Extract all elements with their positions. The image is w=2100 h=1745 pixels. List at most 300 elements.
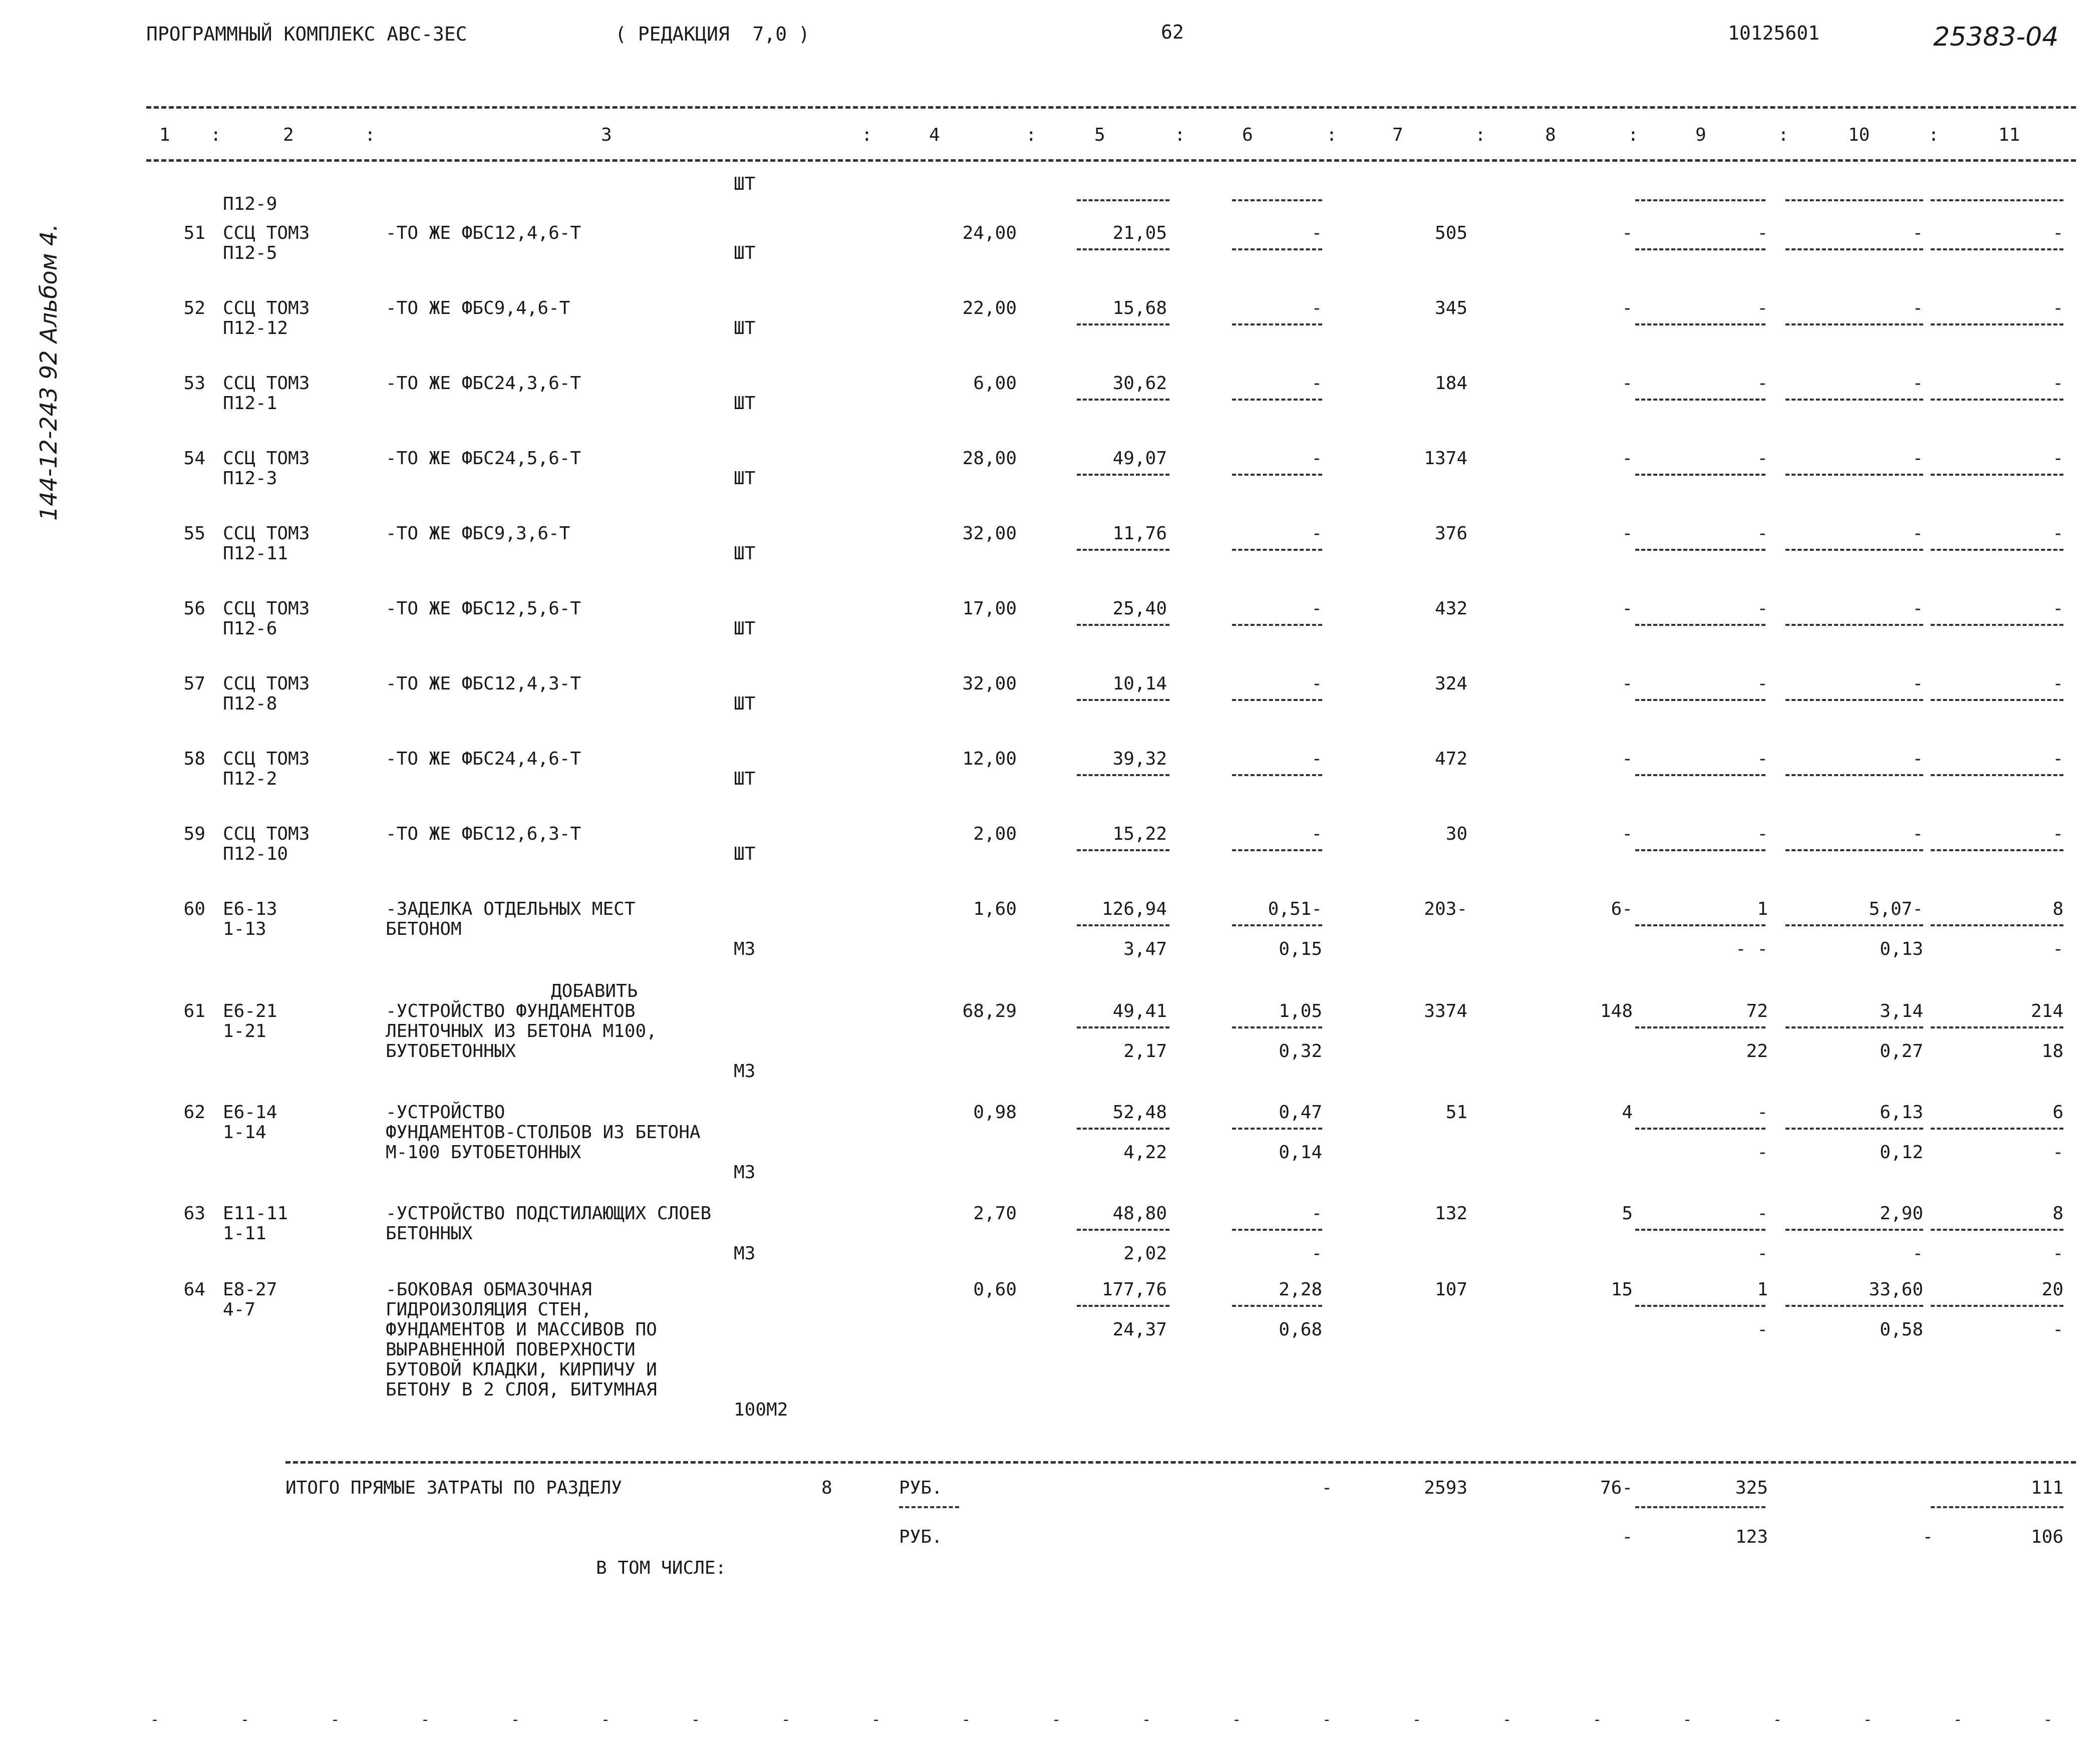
row-c5-sub: 2,02 <box>1123 1243 1167 1264</box>
row-c7: 51 <box>1445 1102 1467 1123</box>
column-header-8: 8 <box>1545 125 1556 145</box>
row-c11: 214 <box>2030 1001 2063 1021</box>
row-fraction-rule <box>1931 323 2063 325</box>
side-album-note: 144-12-243 92 Альбом 4. <box>35 224 62 521</box>
row-fraction-rule <box>1931 849 2063 851</box>
row-fraction-rule <box>1931 199 2063 201</box>
row-unit: М3 <box>734 1061 756 1082</box>
row-fraction-rule <box>1785 1229 1923 1231</box>
row-c8: - <box>1622 223 1633 243</box>
row-fraction-rule <box>1635 199 1765 201</box>
row-c11-sub: 18 <box>2041 1041 2063 1062</box>
row-c10: 3,14 <box>1880 1001 1923 1021</box>
row-c5: 48,80 <box>1112 1203 1167 1224</box>
row-c8: - <box>1622 523 1633 544</box>
column-header-3: 3 <box>601 125 612 145</box>
row-description: ФУНДАМЕНТОВ-СТОЛБОВ ИЗ БЕТОНА <box>386 1122 701 1143</box>
column-separator: : <box>1628 125 1639 145</box>
row-fraction-rule <box>1077 549 1169 551</box>
row-code: ССЦ ТОМ3 <box>223 298 310 318</box>
row-c10: - <box>1912 824 1923 844</box>
row-c11: - <box>2052 598 2063 619</box>
bottom-tick: - <box>1142 1711 1151 1728</box>
row-number: 57 <box>183 673 205 694</box>
row-c5: 52,48 <box>1112 1102 1167 1123</box>
row-c11: 8 <box>2052 1203 2063 1224</box>
row-c6: - <box>1311 223 1322 243</box>
document-code: 10125601 <box>1728 22 1820 44</box>
row-fraction-rule <box>1785 849 1923 851</box>
row-c11-sub: - <box>2052 1142 2063 1163</box>
row-fraction-rule <box>1077 323 1169 325</box>
row-code: ССЦ ТОМ3 <box>223 598 310 619</box>
row-code: Е8-27 <box>223 1279 277 1300</box>
totals-c9: 325 <box>1735 1478 1768 1498</box>
bottom-tick: - <box>331 1711 340 1728</box>
row-c11: 8 <box>2052 899 2063 919</box>
bottom-tick: - <box>1503 1711 1512 1728</box>
row-code-2: 1-14 <box>223 1122 266 1143</box>
row-fraction-rule <box>1077 774 1169 776</box>
row-code-2: 1-21 <box>223 1021 266 1041</box>
row-number: 55 <box>183 523 205 544</box>
row-code: ССЦ ТОМ3 <box>223 673 310 694</box>
row-description: -ЗАДЕЛКА ОТДЕЛЬНЫХ МЕСТ <box>386 899 636 919</box>
row-c11: - <box>2052 298 2063 318</box>
column-separator: : <box>1174 125 1185 145</box>
row-number: 59 <box>183 824 205 844</box>
row-c5: 126,94 <box>1101 899 1167 919</box>
bottom-tick: - <box>511 1711 520 1728</box>
column-separator: : <box>1326 125 1337 145</box>
row-c5: 25,40 <box>1112 598 1167 619</box>
row-code-2: П12-10 <box>223 844 288 864</box>
row-number: 54 <box>183 448 205 469</box>
bottom-tick: - <box>1232 1711 1242 1728</box>
row-number: 61 <box>183 1001 205 1021</box>
row-qty: 22,00 <box>962 298 1017 318</box>
row-c11: - <box>2052 223 2063 243</box>
row-fraction-rule <box>1931 774 2063 776</box>
handwritten-doc-number: 25383-04 <box>1933 22 2059 52</box>
row-fraction-rule <box>1232 624 1322 626</box>
row-description: БЕТОНОМ <box>386 919 462 939</box>
row-c7: 3374 <box>1424 1001 1467 1021</box>
row-unit: М3 <box>734 1162 756 1183</box>
bottom-tick: - <box>871 1711 881 1728</box>
row-c7: 324 <box>1434 673 1467 694</box>
header-rule-bottom <box>146 159 2076 162</box>
row-fraction-rule <box>1785 1305 1923 1307</box>
row-fraction-rule <box>1635 1026 1765 1028</box>
row-code: Е6-21 <box>223 1001 277 1021</box>
row-qty: 32,00 <box>962 673 1017 694</box>
row-c9-sub: - <box>1757 1142 1768 1163</box>
row-fraction-rule <box>1077 624 1169 626</box>
row-c9: - <box>1757 223 1768 243</box>
row-description: -УСТРОЙСТВО <box>386 1102 505 1123</box>
row-fraction-rule <box>1077 248 1169 250</box>
row-description: -ТО ЖЕ ФБС12,6,3-Т <box>386 824 581 844</box>
row-code: ССЦ ТОМ3 <box>223 448 310 469</box>
row-c5: 15,22 <box>1112 824 1167 844</box>
row-fraction-rule <box>1635 774 1765 776</box>
row-fraction-rule <box>1232 1229 1322 1231</box>
row-number: 58 <box>183 749 205 769</box>
totals-c6: - <box>1321 1478 1332 1498</box>
bottom-tick: - <box>962 1711 971 1728</box>
row-code-2: П12-2 <box>223 769 277 789</box>
row-c6: - <box>1311 298 1322 318</box>
row-c11-sub: - <box>2052 1243 2063 1264</box>
row-fraction-rule <box>1931 699 2063 701</box>
row-fraction-rule <box>1931 924 2063 926</box>
row-code: Е6-14 <box>223 1102 277 1123</box>
row-c6: - <box>1311 598 1322 619</box>
row-description: ЛЕНТОЧНЫХ ИЗ БЕТОНА М100, <box>386 1021 657 1041</box>
row-unit: ШТ <box>734 693 756 714</box>
row-c6-sub: 0,32 <box>1279 1041 1322 1062</box>
totals2-c10: - <box>1922 1527 1933 1547</box>
row-c10: - <box>1912 749 1923 769</box>
bottom-tick: - <box>2043 1711 2053 1728</box>
bottom-tick: - <box>1322 1711 1332 1728</box>
row-c7: 1374 <box>1424 448 1467 469</box>
row-qty: 68,29 <box>962 1001 1017 1021</box>
row-qty: 24,00 <box>962 223 1017 243</box>
row-fraction-rule <box>1232 199 1322 201</box>
column-header-2: 2 <box>283 125 294 145</box>
row-c10-sub: 0,12 <box>1880 1142 1923 1163</box>
row-c8: 148 <box>1600 1001 1633 1021</box>
row-fraction-rule <box>1931 624 2063 626</box>
bottom-tick: - <box>150 1711 160 1728</box>
row-number: 63 <box>183 1203 205 1224</box>
row-c9: - <box>1757 373 1768 394</box>
row-code: ССЦ ТОМ3 <box>223 824 310 844</box>
row-qty: 1,60 <box>973 899 1017 919</box>
row-c10: - <box>1912 523 1923 544</box>
row-description: БЕТОНУ В 2 СЛОЯ, БИТУМНАЯ <box>386 1379 657 1400</box>
program-title: ПРОГРАММНЫЙ КОМПЛЕКС АВС-3ЕС <box>146 23 467 45</box>
row-number: 53 <box>183 373 205 394</box>
row-code-2: 4-7 <box>223 1299 256 1320</box>
row-c9-sub: - <box>1757 1319 1768 1340</box>
row-fraction-rule <box>1232 1305 1322 1307</box>
bottom-tick: - <box>1593 1711 1602 1728</box>
totals-c8: 76- <box>1600 1478 1633 1498</box>
column-separator: : <box>210 125 221 145</box>
row-c8: - <box>1622 673 1633 694</box>
row-unit: ШТ <box>734 769 756 789</box>
row-description: -ТО ЖЕ ФБС9,4,6-Т <box>386 298 570 318</box>
row-fraction-rule <box>1635 399 1765 401</box>
row-fraction-rule <box>1635 474 1765 476</box>
row-c11: - <box>2052 673 2063 694</box>
row-code-2: П12-3 <box>223 468 277 489</box>
row-description: -ТО ЖЕ ФБС12,4,3-Т <box>386 673 581 694</box>
row-c9: - <box>1757 1102 1768 1123</box>
row-prefix-note: ДОБАВИТЬ <box>551 981 638 1001</box>
row-fraction-rule <box>1931 1026 2063 1028</box>
row-fraction-rule <box>1931 474 2063 476</box>
bottom-tick: - <box>601 1711 611 1728</box>
row-fraction-rule <box>1785 774 1923 776</box>
row-c5-sub: 2,17 <box>1123 1041 1167 1062</box>
row-c8: - <box>1622 749 1633 769</box>
row-number: 56 <box>183 598 205 619</box>
totals-c7: 2593 <box>1424 1478 1467 1498</box>
row-c9: - <box>1757 523 1768 544</box>
row-description: ФУНДАМЕНТОВ И МАССИВОВ ПО <box>386 1319 657 1340</box>
row-fraction-rule <box>1785 699 1923 701</box>
row-c6: - <box>1311 749 1322 769</box>
row-fraction-rule <box>1232 549 1322 551</box>
column-separator: : <box>1475 125 1486 145</box>
row-c5: 21,05 <box>1112 223 1167 243</box>
row-c5: 30,62 <box>1112 373 1167 394</box>
row-number: 60 <box>183 899 205 919</box>
row-fraction-rule <box>1931 248 2063 250</box>
totals-c11: 111 <box>2030 1478 2063 1498</box>
column-header-6: 6 <box>1242 125 1253 145</box>
row-c6: 0,51- <box>1268 899 1322 919</box>
row-description: -БОКОВАЯ ОБМАЗОЧНАЯ <box>386 1279 592 1300</box>
row-c8: 5 <box>1622 1203 1633 1224</box>
row-c11: - <box>2052 373 2063 394</box>
row-c7: 472 <box>1434 749 1467 769</box>
row-c11: - <box>2052 824 2063 844</box>
row-unit: ШТ <box>734 543 756 564</box>
row-qty: 32,00 <box>962 523 1017 544</box>
row-c6: - <box>1311 373 1322 394</box>
row-c7: 432 <box>1434 598 1467 619</box>
row-fraction-rule <box>1931 549 2063 551</box>
row-code-2: П12-1 <box>223 393 277 414</box>
column-header-7: 7 <box>1392 125 1403 145</box>
row-code: Е11-11 <box>223 1203 288 1224</box>
row-fraction-rule <box>1232 774 1322 776</box>
row-fraction-rule <box>1232 399 1322 401</box>
row-fraction-rule <box>1635 1229 1765 1231</box>
row-c8: - <box>1622 298 1633 318</box>
row-fraction-rule <box>1635 849 1765 851</box>
row-c8: 4 <box>1622 1102 1633 1123</box>
row-code-2: П12-6 <box>223 618 277 639</box>
row-c6-sub: 0,68 <box>1279 1319 1322 1340</box>
row-number: 52 <box>183 298 205 318</box>
row-code: ССЦ ТОМ3 <box>223 223 310 243</box>
row-c6: - <box>1311 523 1322 544</box>
row-c10: - <box>1912 373 1923 394</box>
row-c9: - <box>1757 673 1768 694</box>
row-unit: ШТ <box>734 393 756 414</box>
column-header-11: 11 <box>1998 125 2020 145</box>
row-c5-sub: 3,47 <box>1123 939 1167 959</box>
column-separator: : <box>1928 125 1939 145</box>
row-fraction-rule <box>1785 624 1923 626</box>
row-unit: 100М2 <box>734 1400 788 1420</box>
row-c5: 15,68 <box>1112 298 1167 318</box>
row-c6: 0,47 <box>1279 1102 1322 1123</box>
row-c10: - <box>1912 673 1923 694</box>
row-fraction-rule <box>1232 474 1322 476</box>
row-number: 51 <box>183 223 205 243</box>
row-fraction-rule <box>1931 1229 2063 1231</box>
column-header-4: 4 <box>929 125 940 145</box>
row-fraction-rule <box>1785 399 1923 401</box>
row-c5: 11,76 <box>1112 523 1167 544</box>
row-c7: 107 <box>1434 1279 1467 1300</box>
totals-unit-2: РУБ. <box>899 1527 943 1547</box>
bottom-tick: - <box>1953 1711 1963 1728</box>
row-fraction-rule <box>1785 549 1923 551</box>
header-rule-top <box>146 106 2076 109</box>
row-fraction-rule <box>1077 399 1169 401</box>
row-c10: 6,13 <box>1880 1102 1923 1123</box>
row-fraction-rule <box>1077 1229 1169 1231</box>
row-c11: 20 <box>2041 1279 2063 1300</box>
row-qty: 0,60 <box>973 1279 1017 1300</box>
row-fraction-rule <box>1785 323 1923 325</box>
row-fraction-rule <box>1077 474 1169 476</box>
row-code-2: 1-11 <box>223 1223 266 1244</box>
totals2-c9: 123 <box>1735 1527 1768 1547</box>
row-qty: 6,00 <box>973 373 1017 394</box>
row-c5: 49,41 <box>1112 1001 1167 1021</box>
row-c5: 49,07 <box>1112 448 1167 469</box>
row-c10-sub: 0,27 <box>1880 1041 1923 1062</box>
row-c10: 2,90 <box>1880 1203 1923 1224</box>
row-qty: 12,00 <box>962 749 1017 769</box>
row-fraction-rule <box>1785 248 1923 250</box>
row-unit: ШТ <box>734 618 756 639</box>
totals-unit: РУБ. <box>899 1478 943 1498</box>
row-description: -ТО ЖЕ ФБС12,5,6-Т <box>386 598 581 619</box>
row-description: ВЫРАВНЕННОЙ ПОВЕРХНОСТИ <box>386 1339 636 1360</box>
row-fraction-rule <box>1077 1305 1169 1307</box>
row-c10: - <box>1912 223 1923 243</box>
row-description: БЕТОННЫХ <box>386 1223 473 1244</box>
bottom-tick: - <box>1863 1711 1873 1728</box>
row-c7: 376 <box>1434 523 1467 544</box>
totals-section: 8 <box>821 1478 832 1498</box>
row-description: ГИДРОИЗОЛЯЦИЯ СТЕН, <box>386 1299 592 1320</box>
row-c10: 33,60 <box>1869 1279 1923 1300</box>
row-code-2: П12-9 <box>223 194 277 214</box>
row-c10-sub: 0,13 <box>1880 939 1923 959</box>
row-description: -ТО ЖЕ ФБС12,4,6-Т <box>386 223 581 243</box>
row-fraction-rule <box>1635 1305 1765 1307</box>
row-description: БУТОВОЙ КЛАДКИ, КИРПИЧУ И <box>386 1359 657 1380</box>
edition-label: ( РЕДАКЦИЯ 7,0 ) <box>615 23 810 45</box>
row-c7: 132 <box>1434 1203 1467 1224</box>
row-unit: М3 <box>734 1243 756 1264</box>
row-c9: - <box>1757 1203 1768 1224</box>
row-code-2: П12-11 <box>223 543 288 564</box>
row-fraction-rule <box>1077 924 1169 926</box>
bottom-tick: - <box>1773 1711 1782 1728</box>
row-description: -ТО ЖЕ ФБС24,5,6-Т <box>386 448 581 469</box>
row-c10: 5,07- <box>1869 899 1923 919</box>
row-fraction-rule <box>1232 248 1322 250</box>
row-c11: - <box>2052 448 2063 469</box>
row-fraction-rule <box>1232 1128 1322 1130</box>
column-header-10: 10 <box>1848 125 1870 145</box>
row-description: БУТОБЕТОННЫХ <box>386 1041 516 1062</box>
row-c6: - <box>1311 448 1322 469</box>
column-header-9: 9 <box>1695 125 1706 145</box>
row-fraction-rule <box>1785 924 1923 926</box>
row-c7: 505 <box>1434 223 1467 243</box>
row-description: -УСТРОЙСТВО ФУНДАМЕНТОВ <box>386 1001 636 1021</box>
row-c8: - <box>1622 598 1633 619</box>
row-fraction-rule <box>1077 699 1169 701</box>
row-fraction-rule <box>1785 1026 1923 1028</box>
row-code: ССЦ ТОМ3 <box>223 749 310 769</box>
row-c5-sub: 4,22 <box>1123 1142 1167 1163</box>
row-fraction-rule <box>1635 248 1765 250</box>
row-c6-sub: 0,15 <box>1279 939 1322 959</box>
row-description: -ТО ЖЕ ФБС24,4,6-Т <box>386 749 581 769</box>
column-header-1: 1 <box>159 125 170 145</box>
row-c6: 1,05 <box>1279 1001 1322 1021</box>
row-fraction-rule <box>1635 624 1765 626</box>
totals-c11-underline <box>1931 1506 2063 1508</box>
column-separator: : <box>1778 125 1789 145</box>
row-fraction-rule <box>1232 1026 1322 1028</box>
row-c11-sub: - <box>2052 1319 2063 1340</box>
row-fraction-rule <box>1077 1128 1169 1130</box>
row-fraction-rule <box>1635 699 1765 701</box>
row-c11: - <box>2052 749 2063 769</box>
page-number: 62 <box>1161 21 1184 43</box>
column-separator: : <box>1026 125 1037 145</box>
row-c7: 203- <box>1424 899 1467 919</box>
row-c9-sub: - - <box>1735 939 1768 959</box>
row-c8: 6- <box>1611 899 1633 919</box>
totals-c9-underline <box>1635 1506 1765 1508</box>
row-c9: - <box>1757 824 1768 844</box>
row-c10: - <box>1912 448 1923 469</box>
row-c9: - <box>1757 749 1768 769</box>
row-c5: 177,76 <box>1101 1279 1167 1300</box>
row-c10-sub: - <box>1912 1243 1923 1264</box>
row-c9-sub: - <box>1757 1243 1768 1264</box>
row-unit: ШТ <box>734 243 756 263</box>
row-qty: 2,70 <box>973 1203 1017 1224</box>
row-description: -ТО ЖЕ ФБС9,3,6-Т <box>386 523 570 544</box>
row-description: М-100 БУТОБЕТОННЫХ <box>386 1142 581 1163</box>
row-fraction-rule <box>1232 323 1322 325</box>
row-qty: 0,98 <box>973 1102 1017 1123</box>
row-c6-sub: - <box>1311 1243 1322 1264</box>
row-fraction-rule <box>1635 1128 1765 1130</box>
row-c8: - <box>1622 824 1633 844</box>
row-code: ССЦ ТОМ3 <box>223 373 310 394</box>
row-c5-sub: 24,37 <box>1112 1319 1167 1340</box>
row-c11: 6 <box>2052 1102 2063 1123</box>
row-c5: 39,32 <box>1112 749 1167 769</box>
row-qty: 2,00 <box>973 824 1017 844</box>
row-description: -УСТРОЙСТВО ПОДСТИЛАЮЩИХ СЛОЕВ <box>386 1203 712 1224</box>
row-fraction-rule <box>1635 323 1765 325</box>
row-c6: 2,28 <box>1279 1279 1322 1300</box>
row-c10: - <box>1912 298 1923 318</box>
bottom-tick: - <box>1052 1711 1061 1728</box>
row-unit: М3 <box>734 939 756 959</box>
bottom-tick: - <box>1683 1711 1692 1728</box>
